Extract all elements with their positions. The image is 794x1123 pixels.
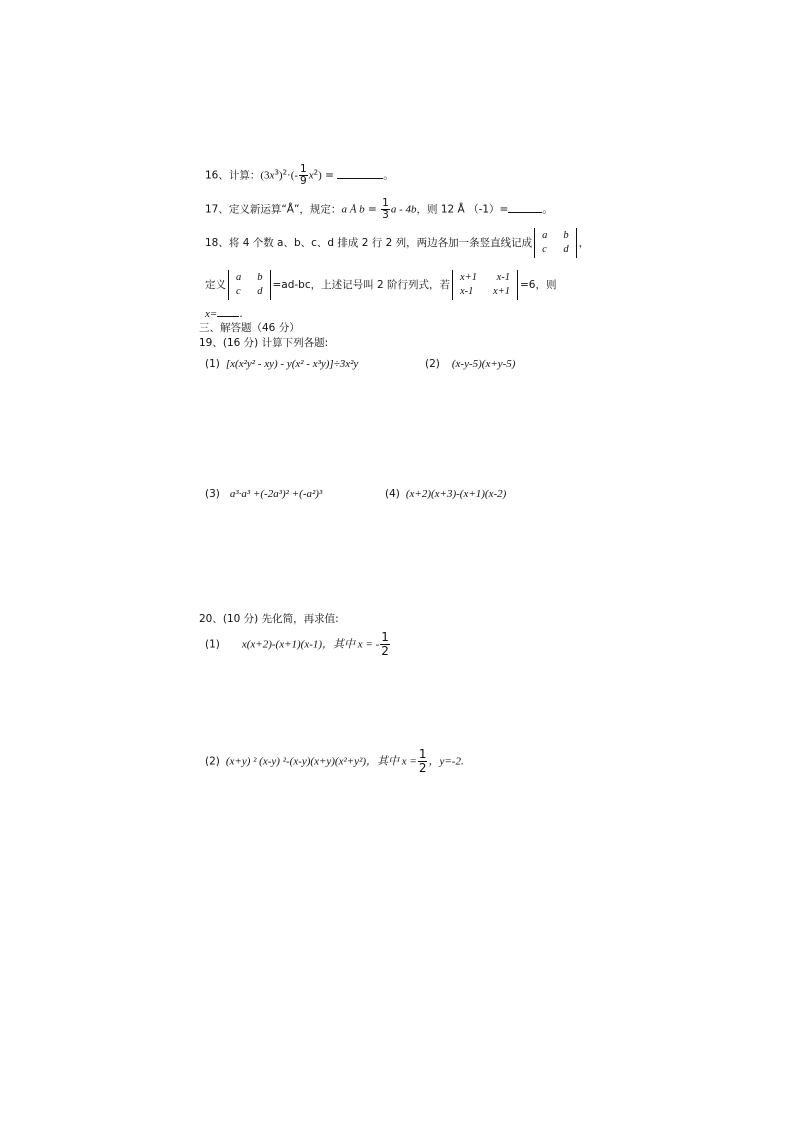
q18-answer-suffix: . xyxy=(239,308,243,320)
q19-p2-expr: (x-y-5)(x+y-5) xyxy=(451,358,516,370)
question-20-title: 20、(10 分) 先化简，再求值: xyxy=(199,613,339,625)
det2-b: b xyxy=(257,272,263,283)
q16-equals: = xyxy=(321,169,338,182)
section-3-title: 三、解答题（46 分） xyxy=(199,322,300,334)
q16-frac-den: 9 xyxy=(300,175,307,187)
q20-p2-tail: ，y=-2. xyxy=(428,755,464,768)
q19-part-3 xyxy=(205,487,322,501)
q19-part-2 xyxy=(425,357,515,371)
q18-answer-prefix: x= xyxy=(205,308,218,320)
q20-p2-expr: (x+y) ² (x-y) ²-(x-y)(x+y)(x²+y²)，其中 x = xyxy=(225,755,417,768)
q16-suffix: 。 xyxy=(383,169,394,182)
q16-expr-open: (3 xyxy=(260,169,270,182)
q20-part-2 xyxy=(205,748,464,775)
det2-d: d xyxy=(257,286,263,297)
q17-frac-num: 1 xyxy=(382,197,389,209)
q18-def-text: =ad-bc，上述记号叫 2 阶行列式，若 xyxy=(272,279,450,291)
q19-p1-expr: [x(x²y² - xy) - y(x² - x³y)]÷3x²y xyxy=(225,358,359,370)
q19-p1-label: (1) xyxy=(205,358,220,370)
det3-d: x+1 xyxy=(492,286,510,297)
q19-p4-label: (4) xyxy=(385,488,400,500)
q16-fraction xyxy=(299,164,308,187)
det1-d: d xyxy=(563,244,569,255)
q16-var-x2: x xyxy=(308,169,314,182)
question-17 xyxy=(205,198,553,221)
q19-part-1 xyxy=(205,357,358,371)
q18-def-prefix: 定义 xyxy=(205,279,226,291)
det1-a: a xyxy=(542,230,548,241)
q17-rhs: a - 4b xyxy=(390,203,417,216)
q17-prefix: 17、定义新运算“Å”，规定： xyxy=(205,203,342,216)
q17-suffix: 。 xyxy=(542,203,553,216)
q17-eq: = xyxy=(364,203,381,216)
q17-answer-blank[interactable] xyxy=(508,202,542,213)
q18-determinant-3 xyxy=(452,270,518,300)
question-18-line1 xyxy=(205,228,589,258)
q16-sup-3: 3 xyxy=(274,168,279,177)
q20-p2-fraction xyxy=(418,748,428,775)
q18-determinant-1 xyxy=(534,228,577,258)
q18-def-end: =6，则 xyxy=(519,279,557,291)
question-18-line2 xyxy=(205,270,556,300)
q16-prefix: 16、计算： xyxy=(205,169,261,182)
q20-p1-label: (1) xyxy=(205,638,220,651)
q19-p3-expr: a³·a³ +(-2a³)² +(-a²)³ xyxy=(229,488,323,500)
q20-p1-frac-den: 2 xyxy=(381,644,389,658)
question-19-title: 19、(16 分) 计算下列各题: xyxy=(199,337,329,349)
det2-a: a xyxy=(236,272,242,283)
q20-p1-frac-num: 1 xyxy=(381,630,389,644)
q18-line1-text: 18、将 4 个数 a、b、c、d 排成 2 行 2 列，两边各加一条竖直线记成 xyxy=(205,237,533,249)
q16-var-x: x xyxy=(269,169,275,182)
q20-p1-fraction xyxy=(380,631,390,658)
q16-close2: ) xyxy=(318,169,322,182)
q16-close: ) xyxy=(278,169,283,182)
q20-part-1 xyxy=(205,631,391,658)
det3-c: x-1 xyxy=(459,286,474,297)
det2-c: c xyxy=(236,286,241,297)
q16-answer-blank[interactable] xyxy=(337,168,383,179)
question-16 xyxy=(205,164,394,187)
q20-p2-label: (2) xyxy=(205,755,220,768)
q17-frac-den: 3 xyxy=(382,209,389,221)
q19-part-4 xyxy=(385,487,506,501)
question-18-answer xyxy=(205,306,243,321)
det1-b: b xyxy=(563,230,569,241)
q20-p2-frac-num: 1 xyxy=(418,747,427,761)
q18-determinant-2 xyxy=(228,270,271,300)
q19-p4-expr: (x+2)(x+3)-(x+1)(x-2) xyxy=(405,488,507,500)
q20-p2-frac-den: 2 xyxy=(418,761,427,775)
q18-line1-end: ， xyxy=(578,237,590,249)
det3-a: x+1 xyxy=(459,272,477,283)
q19-p3-label: (3) xyxy=(205,488,220,500)
q16-mult: ·(- xyxy=(287,169,299,182)
det1-c: c xyxy=(542,244,547,255)
q16-frac-num: 1 xyxy=(300,163,307,175)
q20-p1-expr: x(x+2)-(x+1)(x-1)，其中 x = - xyxy=(241,638,380,651)
q17-lhs: a Å b xyxy=(341,203,365,216)
q17-fraction xyxy=(381,198,390,221)
det3-b: x-1 xyxy=(496,272,510,283)
q18-answer-blank[interactable] xyxy=(217,306,239,317)
q16-sup-2: 2 xyxy=(282,168,288,177)
q16-sup-2b: 2 xyxy=(313,168,319,177)
q17-middle: ，则 12 Å （-1）= xyxy=(416,203,509,216)
q19-p2-label: (2) xyxy=(425,358,440,370)
